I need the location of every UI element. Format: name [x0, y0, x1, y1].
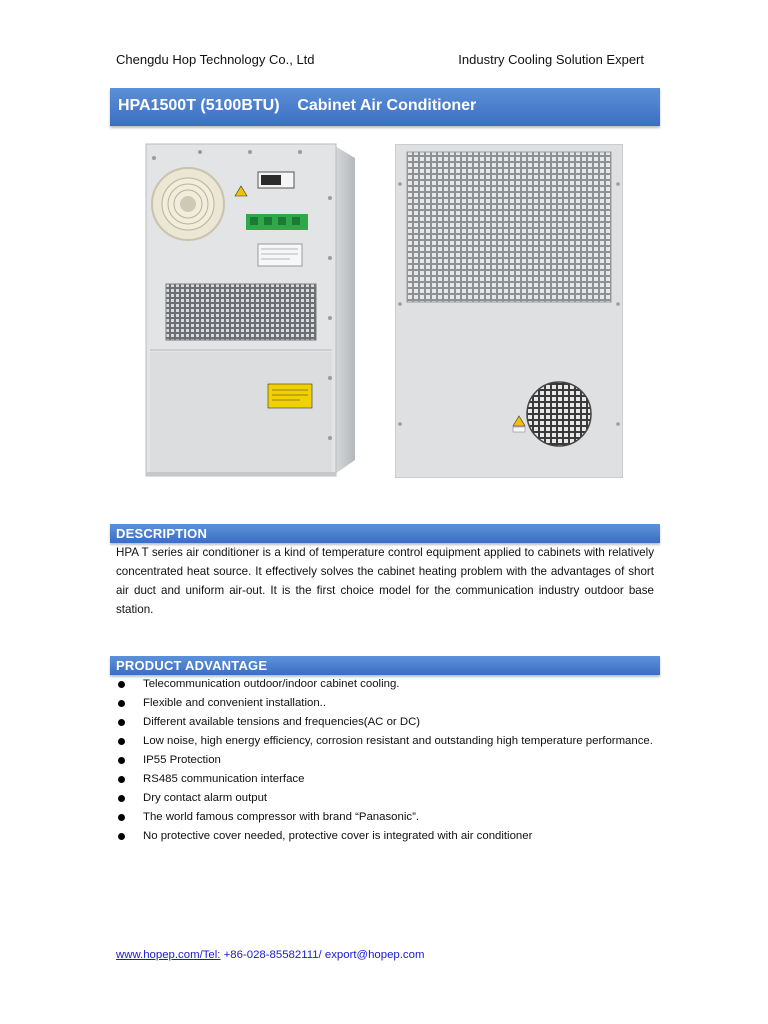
- advantage-item: [116, 675, 656, 694]
- bullet-icon: [118, 795, 125, 802]
- advantage-item-text: Flexible and convenient installation..: [143, 697, 326, 709]
- bullet-icon: [118, 738, 125, 745]
- bullet-icon: [118, 757, 125, 764]
- bullet-icon: [118, 681, 125, 688]
- advantage-item-text: Telecommunication outdoor/indoor cabinet cooling.: [143, 678, 400, 690]
- advantage-item: [116, 770, 656, 789]
- header-company: Chengdu Hop Technology Co., Ltd: [116, 52, 315, 67]
- advantage-item: [116, 732, 656, 751]
- advantage-item-text: IP55 Protection: [143, 754, 221, 766]
- product-photo-back: [395, 144, 623, 478]
- product-photo-front: [140, 138, 360, 478]
- bullet-icon: [118, 719, 125, 726]
- advantage-item: [116, 751, 656, 770]
- bullet-icon: [118, 833, 125, 840]
- advantage-item: [116, 694, 656, 713]
- advantage-bar: [110, 656, 660, 675]
- website-link[interactable]: www.hopep.com/Tel:: [116, 949, 221, 961]
- title-bar: [110, 88, 660, 126]
- footer: [116, 949, 424, 961]
- bullet-icon: [118, 814, 125, 821]
- description-text: HPA T series air conditioner is a kind of temperature control equipment applied to cabinets with relatively concentrated heat source. It effectively solves the cabinet heating problem with the advantages of short air duct and uniform air-out. It is the first choice model for the communication industry outdoor base station.: [116, 546, 654, 616]
- header-tagline: Industry Cooling Solution Expert: [458, 52, 644, 67]
- advantage-item-text: RS485 communication interface: [143, 773, 305, 785]
- advantage-item-text: The world famous compressor with brand “Panasonic”.: [143, 811, 420, 823]
- advantage-item: [116, 713, 656, 732]
- advantage-item-text: No protective cover needed, protective cover is integrated with air conditioner: [143, 830, 533, 842]
- advantage-item-text: Dry contact alarm output: [143, 792, 268, 804]
- advantage-list: [116, 675, 656, 846]
- advantage-item: [116, 827, 656, 846]
- advantage-item-text: Different available tensions and frequencies(AC or DC): [143, 716, 421, 728]
- advantage-item-text: Low noise, high energy efficiency, corrosion resistant and outstanding high temperature performance.: [143, 735, 653, 747]
- bullet-icon: [118, 700, 125, 707]
- footer-contact: +86-028-85582111/ export@hopep.com: [220, 949, 425, 961]
- advantage-heading: PRODUCT ADVANTAGE: [116, 658, 268, 673]
- advantage-item: [116, 808, 656, 827]
- description-heading: DESCRIPTION: [116, 526, 208, 541]
- bullet-icon: [118, 776, 125, 783]
- advantage-item: [116, 789, 656, 808]
- page-title: HPA1500T (5100BTU) Cabinet Air Conditioner: [118, 97, 477, 114]
- description-bar: [110, 524, 660, 543]
